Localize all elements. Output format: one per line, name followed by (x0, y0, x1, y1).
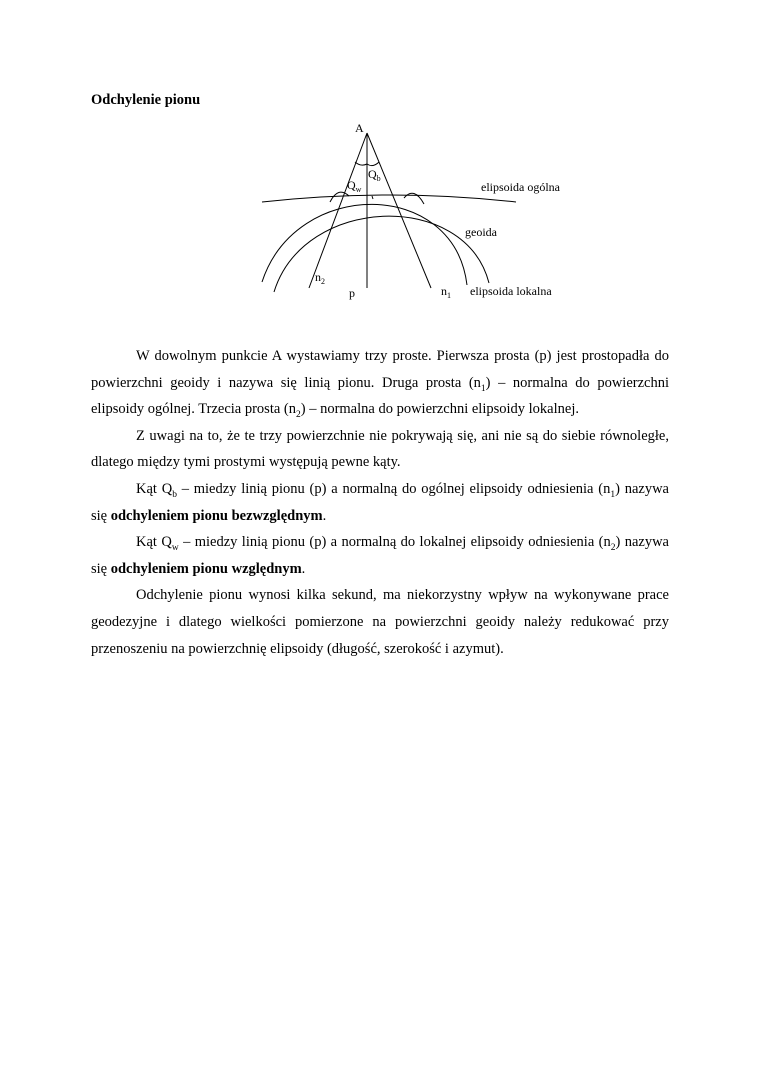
angle-qw-arc (355, 162, 367, 165)
tick-mark (372, 196, 373, 199)
angle-qw-label: $Q_w$ (347, 178, 362, 194)
right-angle-mark-left (330, 192, 349, 202)
normal-n2-line (309, 133, 367, 288)
paragraph-absolute-deflection: Kąt $Q_b$ – miedzy linią pionu (p) a normalną do ogólnej elipsoidy odniesienia $(n_1)$ nazywa się odchyleniem pionu bezwzględnym. (91, 480, 669, 524)
deflection-diagram (0, 0, 760, 320)
normal-n1-line (367, 133, 431, 288)
geoid-label: geoida (465, 225, 497, 239)
angle-qb-label: $Q_b$ (368, 167, 381, 183)
n1-label: $n_1$ (441, 284, 451, 300)
paragraph-relative-deflection: Kąt $Q_w$ – miedzy linią pionu (p) a normalną do lokalnej elipsoidy odniesienia $(n_2)$ nazywa się odchyleniem pionu względnym. (91, 534, 669, 577)
general-ellipsoid-label: elipsoida ogólna (481, 180, 560, 194)
local-ellipsoid-label: elipsoida lokalna (470, 284, 552, 298)
p-label: p (349, 286, 355, 300)
body-text (91, 343, 669, 662)
page-heading: Odchylenie pionu (91, 92, 201, 108)
angle-qb-arc (367, 162, 379, 166)
n2-label: $n_2$ (315, 270, 325, 286)
general-ellipsoid-curve (262, 195, 516, 202)
paragraph-angles: Z uwagi na to, że te trzy powierzchnie nie pokrywają się, ani nie są do siebie równoległe, dlatego między tymi prostymi występują pewne kąty. (91, 427, 669, 471)
geoid-curve (274, 216, 489, 292)
point-a-label: A (355, 121, 364, 135)
paragraph-impact: Odchylenie pionu wynosi kilka sekund, ma niekorzystny wpływ na wykonywane prace geodezyjne i dlatego wielkości pomierzone na powierzchni geoidy należy redukować przy przenoszeniu na powierzchnię elipsoidy (długość, szerokość i azymut). (91, 587, 669, 657)
paragraph-lines-definition: W dowolnym punkcie A wystawiamy trzy proste. Pierwsza prosta (p) jest prostopadła do powierzchni geoidy i nazywa się linią pionu. Druga prosta $(n_1)$ – normalna do powierzchni elipsoidy ogólnej. Trzecia prosta $(n_2)$ – normalna do powierzchni elipsoidy lokalnej. (91, 348, 669, 421)
local-ellipsoid-curve (262, 204, 467, 285)
